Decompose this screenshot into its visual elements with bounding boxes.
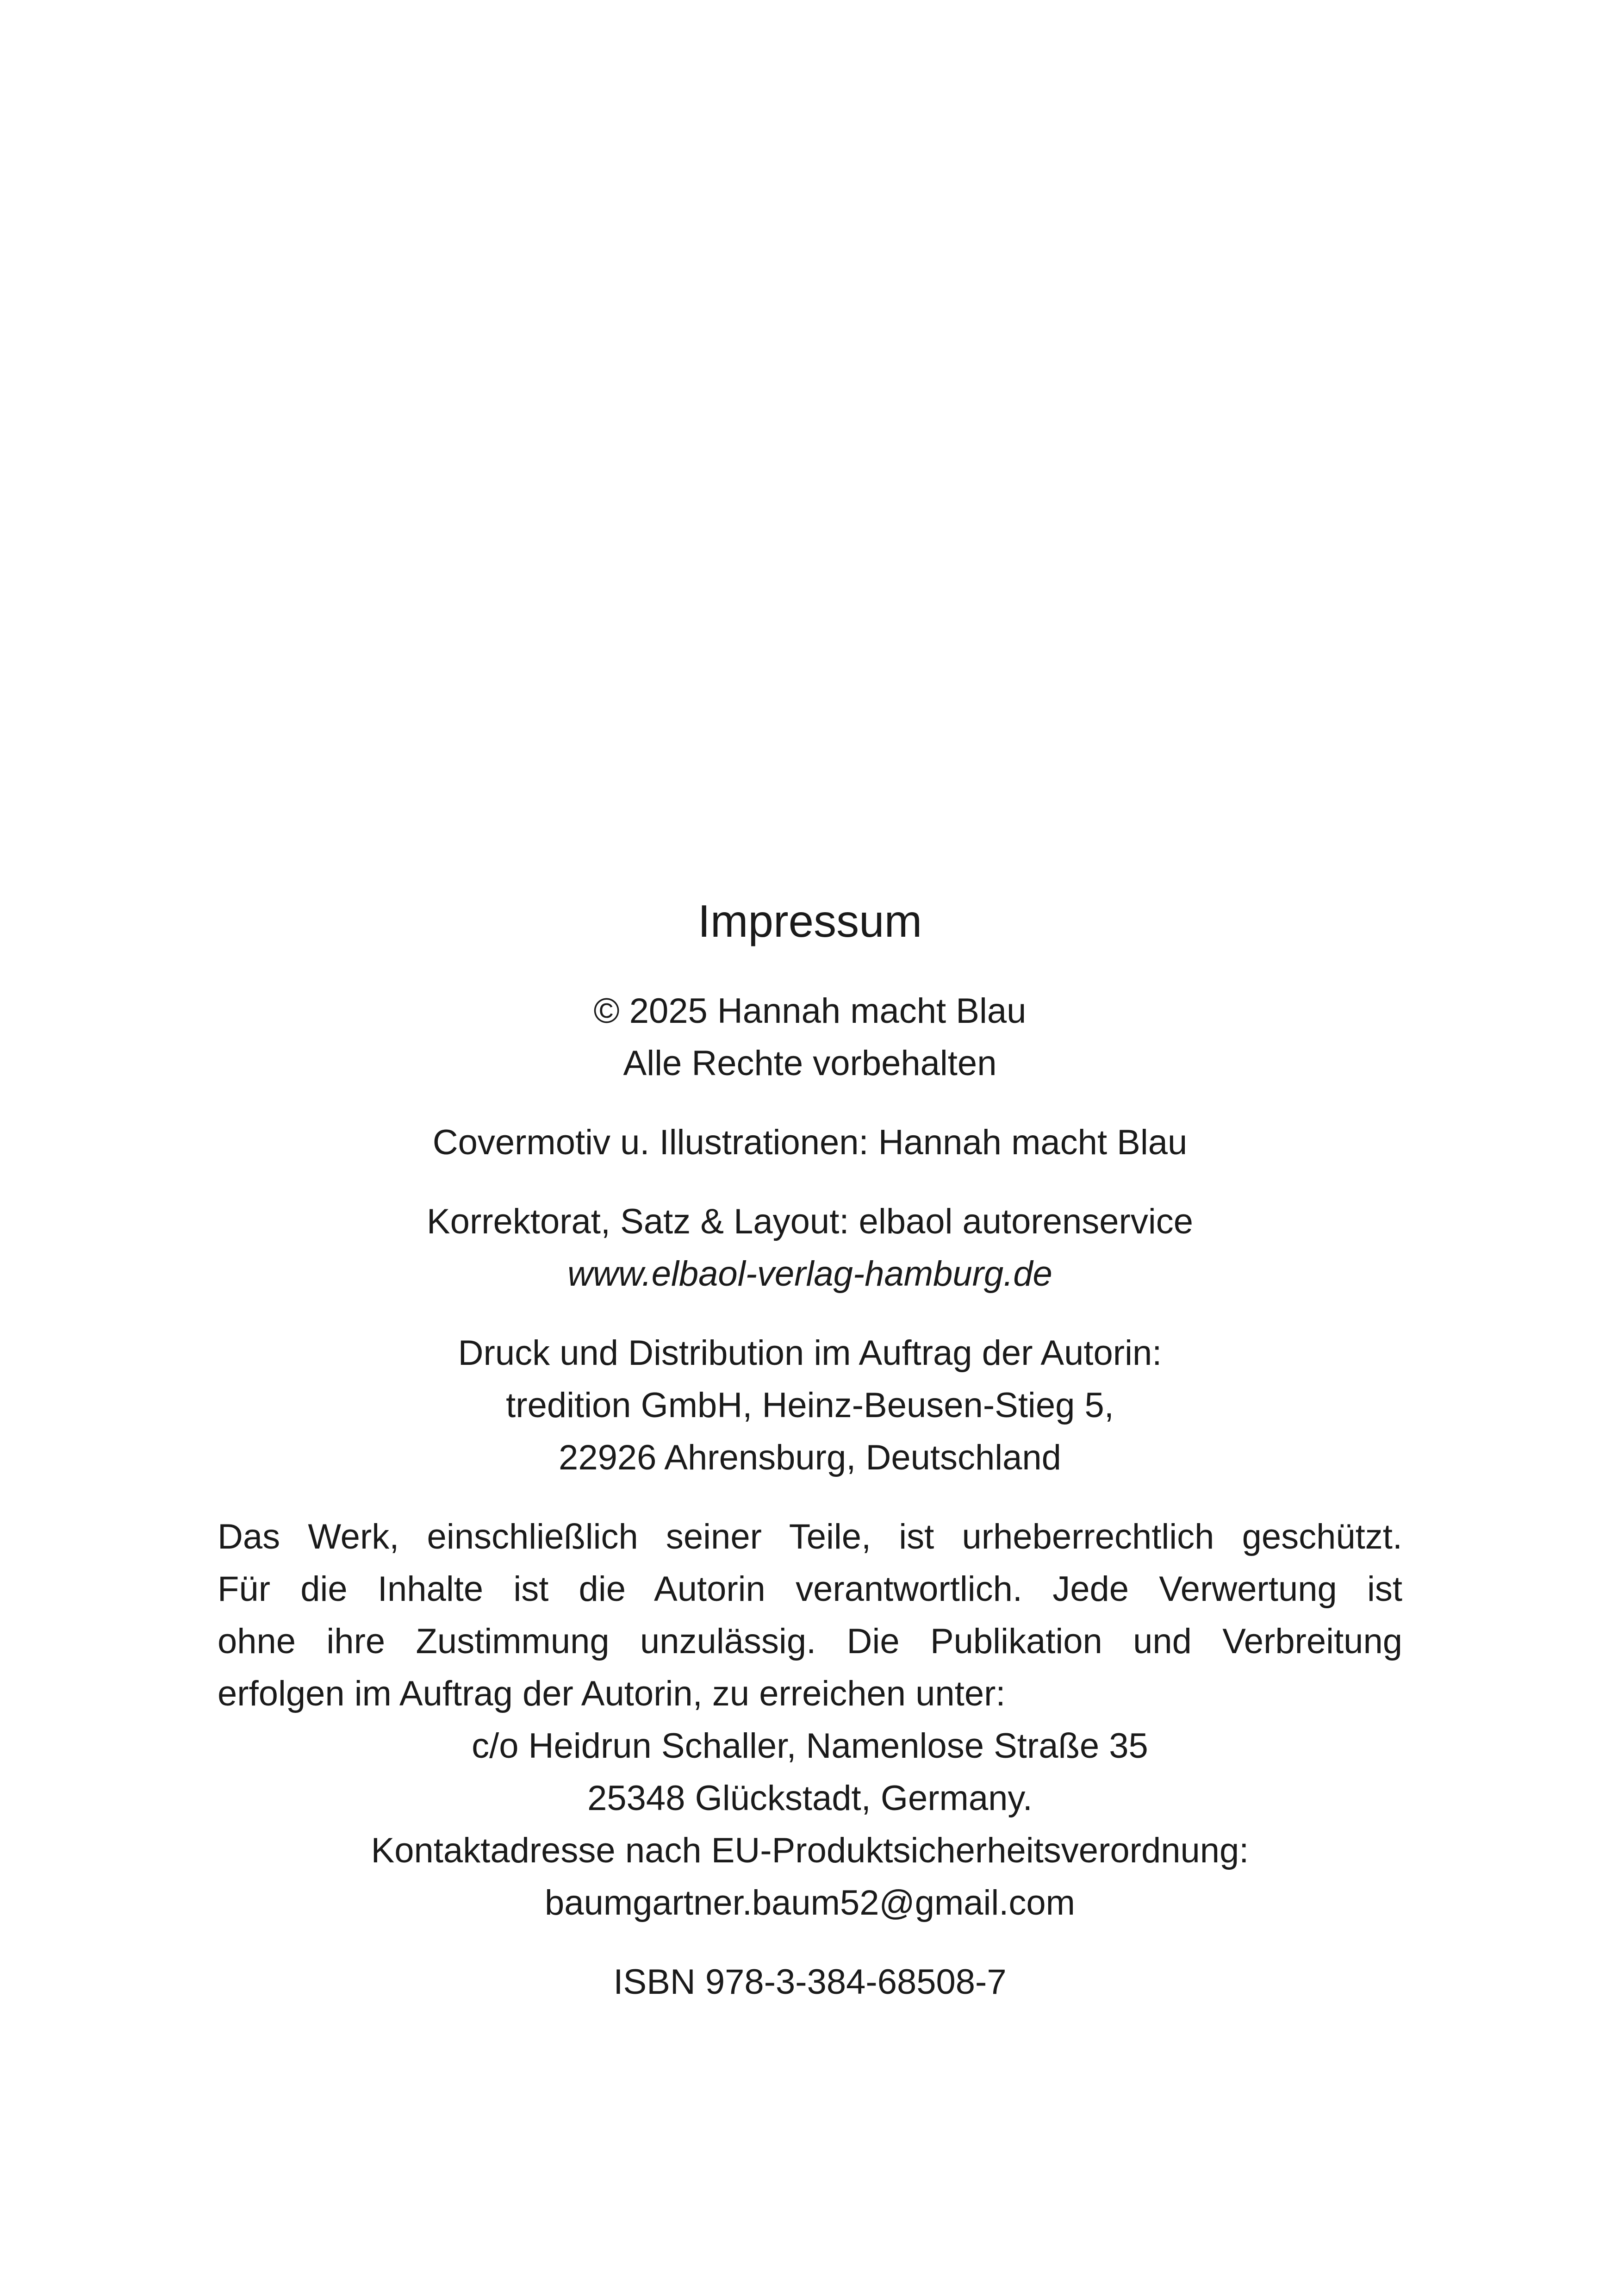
- rights-reserved-line: Alle Rechte vorbehalten: [623, 1044, 997, 1083]
- isbn-block: [218, 1956, 1402, 2008]
- impressum-section: [218, 893, 1402, 2035]
- legal-text-line-2: Für die Inhalte ist die Autorin verantwortlich. Jede Verwertung ist: [218, 1569, 1402, 1609]
- impressum-heading: Impressum: [697, 896, 922, 946]
- contact-email-link[interactable]: baumgartner.baum52@gmail.com: [545, 1883, 1075, 1923]
- cover-credit-line: Covermotiv u. Illustrationen: Hannah macht Blau: [432, 1123, 1188, 1162]
- editing-credit-block: [218, 1195, 1402, 1300]
- address-line-2: 25348 Glückstadt, Germany.: [587, 1779, 1033, 1818]
- legal-text-line-4: erfolgen im Auftrag der Autorin, zu erreichen unter:: [218, 1674, 1006, 1713]
- address-line-1: c/o Heidrun Schaller, Namenlose Straße 35: [472, 1726, 1148, 1766]
- legal-block: [218, 1511, 1402, 1929]
- copyright-line: © 2025 Hannah macht Blau: [593, 991, 1027, 1031]
- printing-block: [218, 1327, 1402, 1484]
- cover-credit-block: [218, 1116, 1402, 1169]
- contact-label: Kontaktadresse nach EU-Produktsicherheitsverordnung:: [371, 1831, 1249, 1870]
- legal-text-line-3: ohne ihre Zustimmung unzulässig. Die Publikation und Verbreitung: [218, 1622, 1402, 1661]
- isbn-line: ISBN 978-3-384-68508-7: [613, 1962, 1007, 2002]
- legal-text-line-1: Das Werk, einschließlich seiner Teile, ist urheberrechtlich geschützt.: [218, 1517, 1402, 1556]
- editing-credit-line: Korrektorat, Satz & Layout: elbaol autorenservice: [426, 1202, 1193, 1241]
- copyright-block: [218, 985, 1402, 1089]
- printing-line-2: tredition GmbH, Heinz-Beusen-Stieg 5,: [506, 1386, 1114, 1425]
- publisher-website-link[interactable]: www.elbaol-verlag-hamburg.de: [567, 1254, 1052, 1294]
- printing-line-3: 22926 Ahrensburg, Deutschland: [559, 1438, 1061, 1477]
- printing-line-1: Druck und Distribution im Auftrag der Autorin:: [458, 1333, 1162, 1373]
